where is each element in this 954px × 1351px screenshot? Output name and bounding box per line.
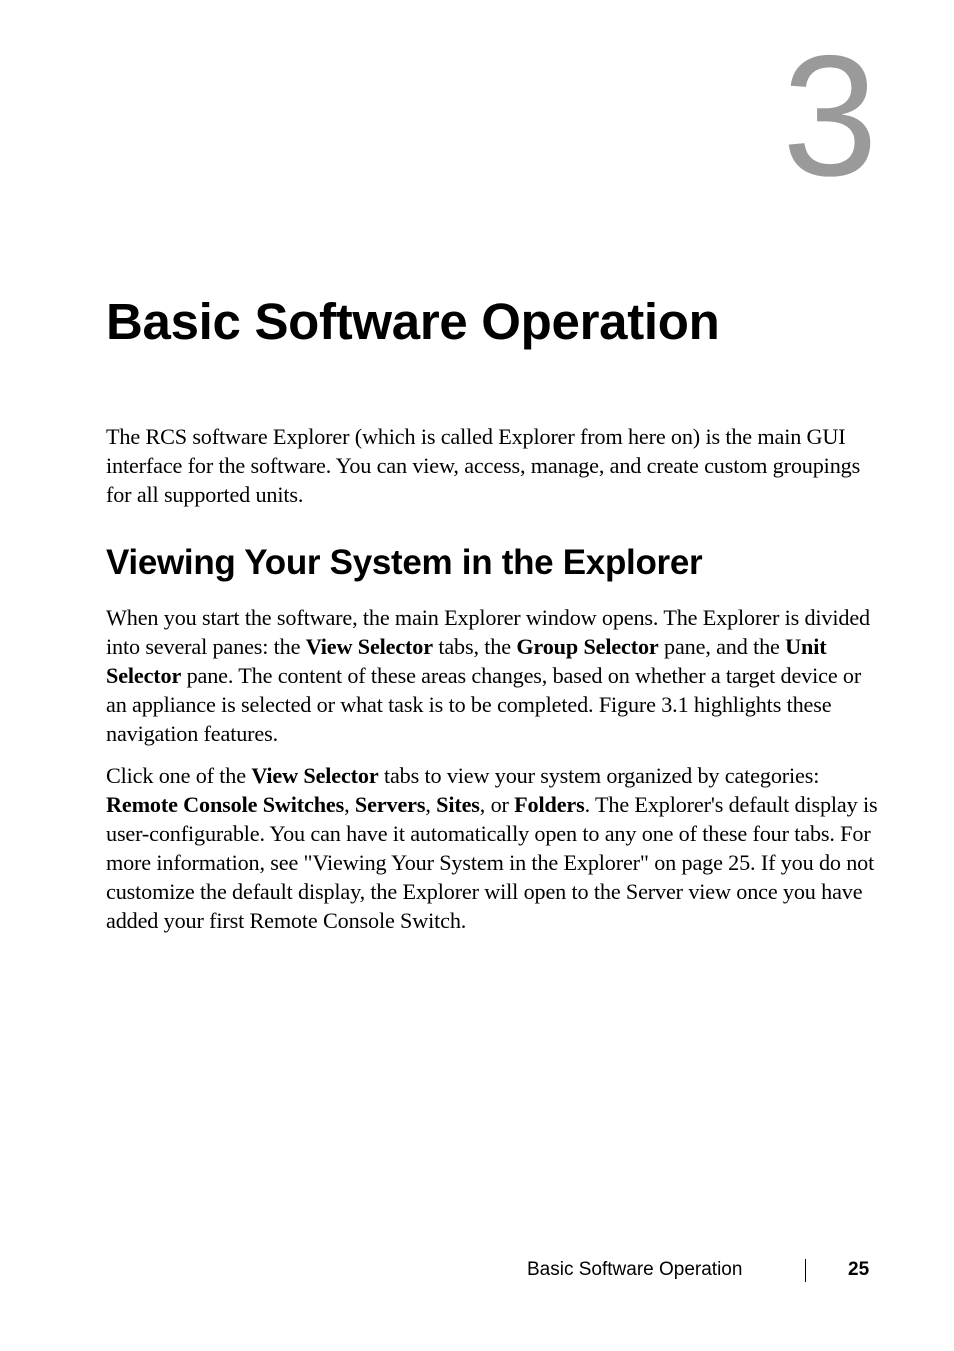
term-remote-console-switches: Remote Console Switches xyxy=(106,792,345,817)
term-unit-selector: Unit Selector xyxy=(106,634,827,688)
section-title: Viewing Your System in the Explorer xyxy=(106,543,703,582)
term-servers: Servers xyxy=(354,792,426,817)
paragraph-text: , xyxy=(344,792,355,817)
term-sites: Sites xyxy=(436,792,480,817)
viewing-paragraph-1 xyxy=(106,603,878,748)
chapter-title: Basic Software Operation xyxy=(106,293,720,350)
paragraph-text: tabs to view your system organized by categories: xyxy=(378,763,820,788)
term-group-selector: Group Selector xyxy=(516,634,659,659)
paragraph-text: , or xyxy=(479,792,515,817)
paragraph-text: tabs, the xyxy=(432,634,517,659)
chapter-number: 3 xyxy=(782,20,878,212)
paragraph-text: Click one of the xyxy=(106,763,252,788)
term-folders: Folders xyxy=(514,792,585,817)
paragraph-text: pane, and the xyxy=(658,634,786,659)
paragraph-text: . The Explorer's default display is user-configurable. You can have it automatically open to any one of these four tabs. For more information, see "Viewing Your System in the Explorer" on page 25. If you do not customize the default display, the Explorer will open to the Server view once you have added your first Remote Console Switch. xyxy=(106,792,878,933)
page-number: 25 xyxy=(848,1259,870,1280)
paragraph-text: pane. The content of these areas changes, based on whether a target device or an appliance is selected or what task is to be completed. Figure 3.1 highlights these navigation features. xyxy=(106,663,862,746)
term-view-selector: View Selector xyxy=(305,634,433,659)
paragraph-text: , xyxy=(425,792,437,817)
intro-paragraph: The RCS software Explorer (which is called Explorer from here on) is the main GUI interface for the software. You can view, access, manage, and create custom groupings for all supported units. xyxy=(106,424,861,507)
term-view-selector: View Selector xyxy=(251,763,379,788)
footer-chapter-title: Basic Software Operation xyxy=(527,1259,743,1280)
paragraph-text: When you start the software, the main Explorer window opens. The Explorer is divided into several panes: the xyxy=(106,605,870,659)
viewing-paragraph-2 xyxy=(106,761,878,935)
footer-divider xyxy=(805,1259,806,1282)
